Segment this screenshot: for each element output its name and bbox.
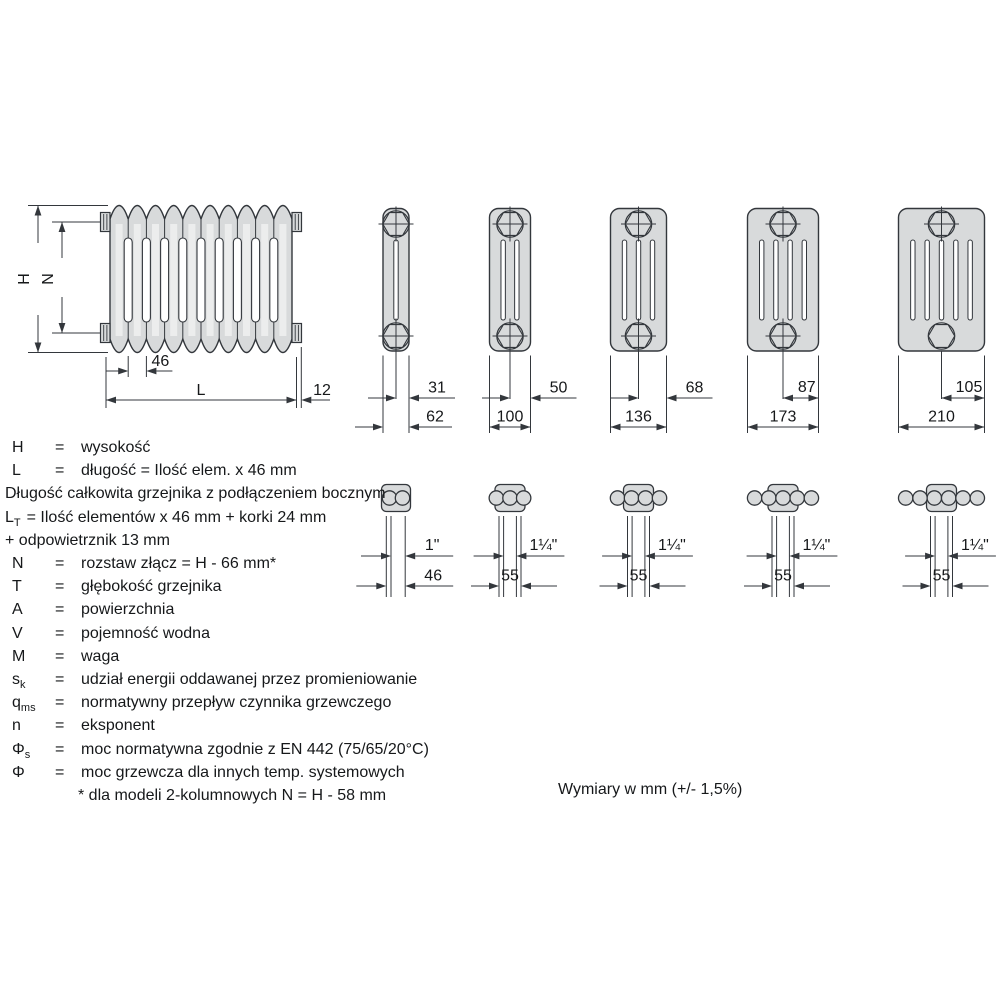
top-view-element-width-label: 46 bbox=[424, 567, 443, 585]
connection-stub bbox=[292, 324, 302, 343]
legend-definition: = Ilość elementów x 46 mm + korki 24 mm bbox=[26, 508, 327, 526]
top-view-tube bbox=[516, 491, 530, 505]
legend-symbol-base: A bbox=[12, 601, 23, 619]
dimensions-note: Wymiary w mm (+/- 1,5%) bbox=[558, 781, 743, 798]
top-view-tube bbox=[804, 491, 818, 505]
legend-row bbox=[0, 645, 480, 668]
section-depth-label: 62 bbox=[426, 408, 444, 426]
legend-row bbox=[0, 575, 480, 598]
legend-symbol bbox=[0, 691, 55, 714]
top-view-element-width-label: 55 bbox=[501, 567, 519, 585]
legend-equals: = bbox=[55, 578, 65, 596]
legend-symbol bbox=[0, 761, 55, 784]
top-view-tube bbox=[970, 491, 984, 505]
legend-symbol bbox=[0, 668, 55, 691]
legend-equals: = bbox=[55, 717, 65, 735]
legend-definition: wysokość bbox=[81, 439, 151, 456]
top-view-6-column-drawing bbox=[898, 485, 995, 598]
legend-definition: + odpowietrznik 13 mm bbox=[5, 531, 170, 549]
legend-row bbox=[0, 714, 480, 737]
section-half-depth-label: 105 bbox=[955, 379, 983, 396]
legend-definition: * dla modeli 2-kolumnowych N = H - 58 mm bbox=[78, 787, 387, 805]
section-5-column-drawing bbox=[748, 207, 819, 434]
top-view-tube bbox=[762, 491, 776, 505]
top-view-tube bbox=[927, 491, 941, 505]
top-view-element-width-label: 55 bbox=[774, 567, 792, 585]
legend-symbol bbox=[0, 575, 55, 598]
top-view-element-width-label: 55 bbox=[629, 567, 648, 585]
top-view-tube bbox=[624, 491, 638, 505]
legend-symbol-subscript: k bbox=[20, 679, 26, 692]
legend-definition: powierzchnia bbox=[81, 601, 175, 619]
legend-symbol bbox=[0, 622, 55, 645]
section-depth-label: 210 bbox=[928, 408, 955, 426]
front-height-label: H bbox=[16, 273, 33, 285]
top-view-connection-label: 1¼" bbox=[802, 537, 831, 554]
front-side-connection-label: 12 bbox=[313, 382, 331, 399]
front-view-drawing bbox=[16, 206, 331, 409]
front-length-label: L bbox=[196, 382, 206, 399]
legend-symbol-subscript: T bbox=[13, 516, 21, 529]
legend-definition: eksponent bbox=[81, 717, 155, 735]
legend-row bbox=[0, 738, 480, 761]
section-depth-label: 100 bbox=[496, 408, 524, 426]
legend-definition: rozstaw złącz = H - 66 mm* bbox=[81, 555, 277, 573]
legend-symbol bbox=[0, 645, 55, 668]
legend-symbol bbox=[0, 598, 55, 621]
legend-symbol bbox=[0, 436, 55, 459]
legend-row bbox=[0, 529, 480, 552]
legend-row bbox=[0, 622, 480, 645]
section-depth-label: 173 bbox=[769, 408, 797, 426]
top-view-tube bbox=[610, 491, 624, 505]
legend-symbol-base: q bbox=[12, 694, 21, 712]
top-view-tube bbox=[489, 491, 503, 505]
top-view-tube bbox=[898, 491, 912, 505]
legend-symbol-base: Φ bbox=[12, 740, 25, 758]
legend-equals: = bbox=[55, 763, 65, 781]
legend-equals: = bbox=[55, 624, 65, 642]
legend-row bbox=[0, 761, 480, 784]
legend-equals: = bbox=[55, 601, 65, 619]
front-element-pitch-label: 46 bbox=[151, 353, 170, 370]
top-view-tube bbox=[956, 491, 970, 505]
top-view-tube bbox=[913, 491, 927, 505]
top-view-tube bbox=[638, 491, 652, 505]
legend-equals: = bbox=[55, 555, 65, 573]
legend-symbol-base: L bbox=[12, 462, 21, 480]
legend-symbol bbox=[5, 508, 21, 529]
legend-row bbox=[0, 552, 480, 575]
legend-symbol bbox=[0, 714, 55, 737]
legend-symbol-base: M bbox=[12, 647, 26, 665]
legend-symbol bbox=[0, 459, 55, 482]
top-view-tube bbox=[941, 491, 955, 505]
top-view-connection-label: 1¼" bbox=[960, 537, 989, 554]
legend-symbol bbox=[0, 552, 55, 575]
legend-row bbox=[0, 482, 480, 505]
legend-symbol-base: L bbox=[5, 508, 14, 526]
top-view-3-column-drawing bbox=[471, 485, 564, 598]
legend-equals: = bbox=[55, 647, 65, 665]
legend-row bbox=[0, 784, 480, 807]
top-view-connection-label: 1¼" bbox=[529, 537, 558, 554]
legend-row bbox=[0, 506, 480, 529]
top-view-element-width-label: 55 bbox=[932, 567, 951, 585]
section-half-depth-label: 50 bbox=[549, 379, 568, 397]
section-half-depth-label: 68 bbox=[685, 379, 704, 397]
top-view-4-column-drawing bbox=[600, 485, 693, 598]
legend-row bbox=[0, 598, 480, 621]
section-half-depth-label: 31 bbox=[428, 379, 446, 397]
legend-equals: = bbox=[55, 462, 65, 480]
legend bbox=[0, 436, 480, 807]
legend-symbol-base: Φ bbox=[12, 763, 25, 781]
legend-definition: długość = Ilość elem. x 46 mm bbox=[81, 462, 297, 480]
section-6-column-drawing bbox=[899, 207, 985, 434]
legend-equals: = bbox=[55, 694, 65, 712]
legend-symbol-base: H bbox=[12, 439, 24, 456]
front-joint-spacing-label: N bbox=[40, 273, 57, 285]
connection-stub bbox=[101, 213, 111, 232]
legend-symbol-subscript: s bbox=[24, 748, 31, 761]
legend-symbol bbox=[0, 738, 55, 761]
legend-equals: = bbox=[55, 439, 65, 456]
section-depth-label: 136 bbox=[625, 408, 652, 426]
legend-definition: głębokość grzejnika bbox=[81, 578, 222, 596]
section-4-column-drawing bbox=[611, 207, 713, 434]
legend-row bbox=[0, 668, 480, 691]
top-view-tube bbox=[652, 491, 666, 505]
legend-definition: pojemność wodna bbox=[81, 624, 210, 642]
legend-row bbox=[0, 691, 480, 714]
legend-symbol-base: T bbox=[12, 578, 22, 596]
legend-definition: moc normatywna zgodnie z EN 442 (75/65/20°C) bbox=[81, 740, 429, 758]
legend-definition: waga bbox=[81, 647, 120, 665]
top-view-tube bbox=[790, 491, 804, 505]
legend-symbol-base: n bbox=[12, 717, 21, 735]
section-2-column-drawing bbox=[355, 207, 455, 434]
top-view-tube bbox=[776, 491, 790, 505]
legend-equals: = bbox=[55, 671, 65, 689]
top-view-tube bbox=[747, 491, 761, 505]
legend-symbol-subscript: ms bbox=[20, 702, 36, 715]
top-view-connection-label: 1" bbox=[424, 537, 440, 554]
legend-symbol-base: N bbox=[12, 555, 24, 573]
legend-definition: moc grzewcza dla innych temp. systemowych bbox=[81, 763, 405, 781]
legend-equals: = bbox=[55, 740, 65, 758]
top-view-connection-label: 1¼" bbox=[657, 537, 686, 554]
top-view-tube bbox=[503, 491, 517, 505]
legend-row bbox=[0, 436, 480, 459]
connection-stub bbox=[101, 324, 111, 343]
legend-row bbox=[0, 459, 480, 482]
legend-definition: Długość całkowita grzejnika z podłączeniem bocznym bbox=[5, 485, 386, 503]
section-3-column-drawing bbox=[482, 207, 577, 434]
section-half-depth-label: 87 bbox=[797, 379, 816, 396]
legend-symbol-base: s bbox=[12, 671, 20, 689]
legend-symbol-base: V bbox=[12, 624, 23, 642]
connection-stub bbox=[292, 213, 302, 232]
legend-definition: udział energii oddawanej przez promieniowanie bbox=[81, 671, 418, 689]
legend-definition: normatywny przepływ czynnika grzewczego bbox=[81, 694, 392, 712]
top-view-5-column-drawing bbox=[744, 485, 837, 598]
